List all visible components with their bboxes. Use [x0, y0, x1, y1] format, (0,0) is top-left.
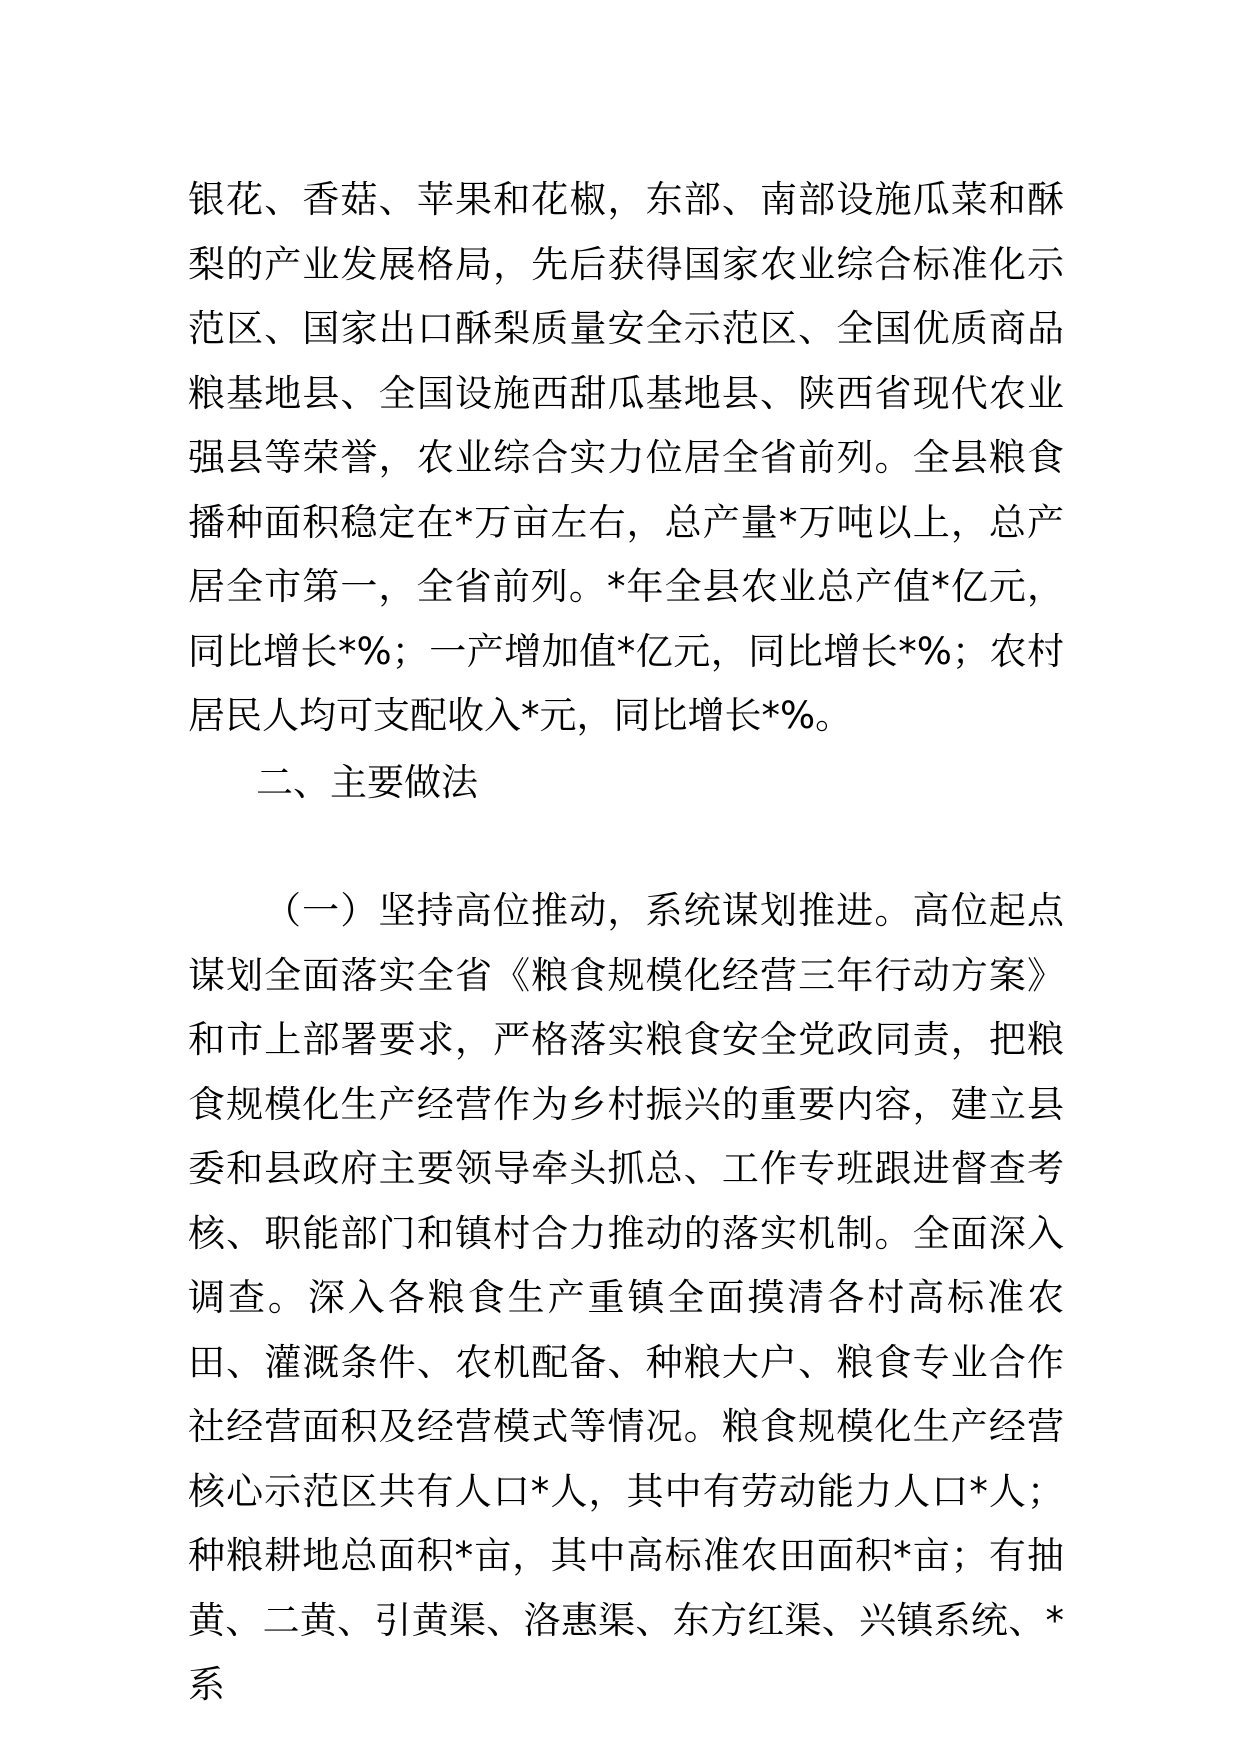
- body-paragraph-agriculture-overview: 银花、香菇、苹果和花椒，东部、南部设施瓜菜和酥梨的产业发展格局，先后获得国家农业综合标准化示范区、国家出口酥梨质量安全示范区、全国优质商品粮基地县、全国设施西甜瓜基地县、陕西省现代农业强县等荣誉，农业综合实力位居全省前列。全县粮食播种面积稳定在*万亩左右，总产量*万吨以上，总产居全市第一，全省前列。*年全县农业总产值*亿元，同比增长*%；一产增加值*亿元，同比增长*%；农村居民人均可支配收入*元，同比增长*%。: [188, 178, 1064, 737]
- section-heading-main-practices: 二、主要做法: [256, 761, 478, 804]
- body-paragraph-high-level-promotion: （一）坚持高位推动，系统谋划推进。高位起点谋划全面落实全省《粮食规模化经营三年行动方案》和市上部署要求，严格落实粮食安全党政同责，把粮食规模化生产经营作为乡村振兴的重要内容，建立县委和县政府主要领导牵头抓总、工作专班跟进督查考核、职能部门和镇村合力推动的落实机制。全面深入调查。深入各粮食生产重镇全面摸清各村高标准农田、灌溉条件、农机配备、种粮大户、粮食专业合作社经营面积及经营模式等情况。粮食规模化生产经营核心示范区共有人口*人，其中有劳动能力人口*人；种粮耕地总面积*亩，其中高标准农田面积*亩；有抽黄、二黄、引黄渠、洛惠渠、东方红渠、兴镇系统、*系: [188, 889, 1064, 1706]
